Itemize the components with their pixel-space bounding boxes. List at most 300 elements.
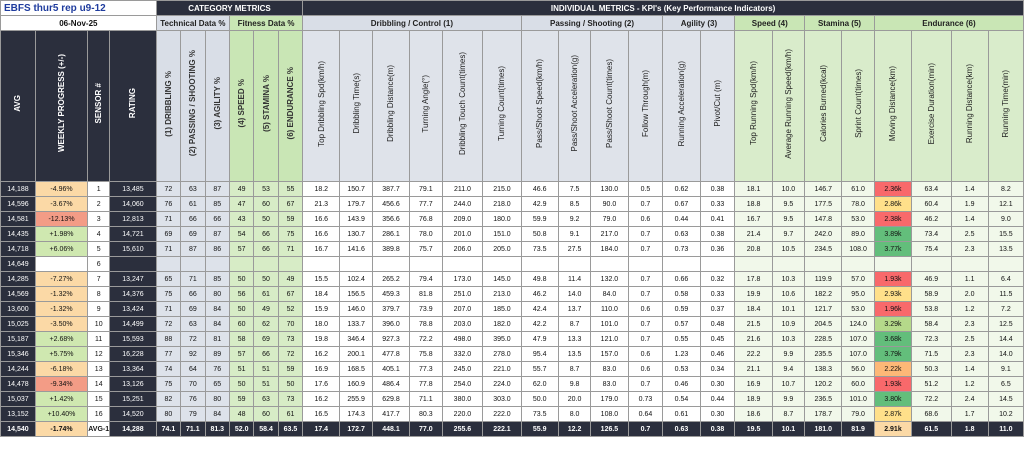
kpi-value-cell[interactable]: 8.0 — [558, 407, 591, 422]
kpi-value-cell[interactable]: 21.5 — [735, 317, 772, 332]
category-value-cell[interactable]: 81 — [205, 332, 229, 347]
weekly-progress-cell[interactable]: +1.42% — [35, 392, 87, 407]
kpi-value-cell[interactable]: 90.0 — [591, 197, 628, 212]
kpi-value-cell[interactable]: 18.6 — [735, 407, 772, 422]
category-value-cell[interactable]: 71 — [156, 302, 180, 317]
category-value-cell[interactable]: 71 — [156, 212, 180, 227]
sensor-cell[interactable]: 5 — [88, 242, 110, 257]
category-value-cell[interactable]: 84 — [205, 407, 229, 422]
sensor-cell[interactable]: 3 — [88, 212, 110, 227]
weekly-progress-column-header[interactable] — [35, 31, 87, 182]
avg-cell[interactable]: 14,596 — [1, 197, 36, 212]
kpi-value-cell[interactable]: 84.0 — [591, 287, 628, 302]
weekly-progress-cell[interactable]: +5.75% — [35, 347, 87, 362]
kpi-value-cell[interactable]: 79.1 — [410, 182, 443, 197]
kpi-value-cell[interactable]: 332.0 — [442, 347, 483, 362]
kpi-value-cell[interactable]: 0.44 — [700, 392, 735, 407]
kpi-value-cell[interactable]: 0.44 — [663, 212, 700, 227]
kpi-value-cell[interactable]: 79.0 — [842, 407, 875, 422]
category-value-cell[interactable]: 75 — [156, 287, 180, 302]
kpi-value-cell[interactable]: 0.54 — [663, 392, 700, 407]
kpi-value-cell[interactable] — [483, 257, 521, 272]
kpi-value-cell[interactable]: 71.5 — [912, 347, 952, 362]
kpi-value-cell[interactable]: 213.0 — [483, 287, 521, 302]
kpi-value-cell[interactable]: 2.3 — [951, 317, 988, 332]
rating-cell[interactable]: 15,251 — [110, 392, 157, 407]
kpi-value-cell[interactable]: 75.8 — [410, 347, 443, 362]
kpi-value-cell[interactable]: 1.96k — [874, 302, 911, 317]
kpi-value-cell[interactable]: 13.7 — [558, 302, 591, 317]
category-value-cell[interactable]: 50 — [254, 272, 278, 287]
sensor-cell[interactable]: 1 — [88, 182, 110, 197]
kpi-value-cell[interactable]: 13.5 — [988, 242, 1023, 257]
kpi-column-header[interactable] — [410, 31, 443, 182]
kpi-column-header[interactable] — [628, 31, 663, 182]
kpi-value-cell[interactable]: 46.2 — [912, 212, 952, 227]
kpi-value-cell[interactable]: 143.9 — [340, 212, 373, 227]
kpi-value-cell[interactable]: 10.3 — [772, 272, 805, 287]
kpi-value-cell[interactable]: 16.9 — [735, 377, 772, 392]
kpi-value-cell[interactable]: 0.53 — [663, 362, 700, 377]
kpi-value-cell[interactable]: 9.8 — [558, 377, 591, 392]
category-value-cell[interactable]: 59 — [278, 362, 302, 377]
kpi-value-cell[interactable]: 14.4 — [988, 332, 1023, 347]
kpi-value-cell[interactable]: 50.0 — [521, 392, 558, 407]
kpi-column-header[interactable] — [340, 31, 373, 182]
kpi-value-cell[interactable]: 477.8 — [372, 347, 409, 362]
kpi-value-cell[interactable]: 17.6 — [303, 377, 340, 392]
category-value-cell[interactable]: 58 — [229, 332, 253, 347]
kpi-column-header[interactable] — [912, 31, 952, 182]
footer-kpi-cell[interactable]: 61.5 — [912, 422, 952, 437]
kpi-value-cell[interactable]: 60.0 — [842, 377, 875, 392]
kpi-value-cell[interactable]: 146.0 — [340, 302, 373, 317]
kpi-value-cell[interactable]: 12.5 — [988, 317, 1023, 332]
kpi-value-cell[interactable]: 72.2 — [410, 332, 443, 347]
speed-group-header[interactable]: Speed (4) — [735, 16, 805, 31]
footer-kpi-cell[interactable]: 0.38 — [700, 422, 735, 437]
kpi-value-cell[interactable] — [663, 257, 700, 272]
category-value-cell[interactable]: 51 — [254, 362, 278, 377]
footer-kpi-cell[interactable]: 448.1 — [372, 422, 409, 437]
footer-category-cell[interactable]: 63.5 — [278, 422, 302, 437]
footer-kpi-cell[interactable]: 1.8 — [951, 422, 988, 437]
sensor-cell[interactable]: 13 — [88, 362, 110, 377]
kpi-value-cell[interactable]: 53.0 — [842, 212, 875, 227]
kpi-value-cell[interactable]: 19.8 — [303, 332, 340, 347]
kpi-value-cell[interactable]: 0.7 — [628, 197, 663, 212]
kpi-value-cell[interactable]: 1.4 — [951, 212, 988, 227]
kpi-value-cell[interactable]: 12.1 — [988, 197, 1023, 212]
category-value-cell[interactable]: 71 — [181, 272, 205, 287]
sensor-cell[interactable]: 8 — [88, 287, 110, 302]
category-value-cell[interactable] — [254, 257, 278, 272]
rating-cell[interactable]: 15,593 — [110, 332, 157, 347]
kpi-value-cell[interactable]: 77.8 — [410, 377, 443, 392]
category-value-cell[interactable]: 69 — [254, 332, 278, 347]
category-value-cell[interactable]: 55 — [278, 182, 302, 197]
kpi-value-cell[interactable] — [558, 257, 591, 272]
category-value-cell[interactable]: 73 — [278, 392, 302, 407]
kpi-value-cell[interactable]: 50.3 — [912, 362, 952, 377]
footer-kpi-cell[interactable]: 77.0 — [410, 422, 443, 437]
kpi-value-cell[interactable]: 13.5 — [558, 347, 591, 362]
footer-kpi-cell[interactable]: 17.4 — [303, 422, 340, 437]
weekly-progress-cell[interactable]: -9.34% — [35, 377, 87, 392]
category-value-cell[interactable]: 59 — [229, 392, 253, 407]
footer-kpi-cell[interactable]: 126.5 — [591, 422, 628, 437]
kpi-value-cell[interactable]: 16.2 — [303, 347, 340, 362]
kpi-value-cell[interactable]: 173.0 — [442, 272, 483, 287]
category-column-header[interactable] — [156, 31, 180, 182]
report-date[interactable]: 06-Nov-25 — [1, 16, 157, 31]
category-value-cell[interactable]: 56 — [229, 287, 253, 302]
category-value-cell[interactable]: 70 — [278, 317, 302, 332]
kpi-value-cell[interactable] — [735, 257, 772, 272]
kpi-value-cell[interactable]: 95.4 — [521, 347, 558, 362]
kpi-value-cell[interactable]: 2.4 — [951, 392, 988, 407]
kpi-value-cell[interactable]: 9.1 — [988, 362, 1023, 377]
kpi-value-cell[interactable]: 0.30 — [700, 407, 735, 422]
kpi-value-cell[interactable]: 0.62 — [663, 182, 700, 197]
category-value-cell[interactable] — [181, 257, 205, 272]
kpi-value-cell[interactable]: 14.0 — [558, 287, 591, 302]
kpi-value-cell[interactable]: 75.4 — [912, 242, 952, 257]
avg-cell[interactable]: 14,435 — [1, 227, 36, 242]
kpi-value-cell[interactable]: 72.3 — [912, 332, 952, 347]
rating-column-header[interactable] — [110, 31, 157, 182]
category-value-cell[interactable]: 77 — [156, 347, 180, 362]
kpi-value-cell[interactable]: 168.5 — [340, 362, 373, 377]
kpi-value-cell[interactable]: 18.4 — [303, 287, 340, 302]
individual-metrics-header[interactable]: INDIVIDUAL METRICS - KPI's (Key Performance Indicators) — [303, 1, 1024, 16]
category-value-cell[interactable]: 76 — [205, 362, 229, 377]
kpi-value-cell[interactable]: 107.0 — [842, 332, 875, 347]
category-value-cell[interactable] — [229, 257, 253, 272]
kpi-value-cell[interactable]: 16.9 — [303, 362, 340, 377]
kpi-value-cell[interactable] — [591, 257, 628, 272]
kpi-value-cell[interactable]: 303.0 — [483, 392, 521, 407]
kpi-value-cell[interactable]: 251.0 — [442, 287, 483, 302]
kpi-value-cell[interactable]: 2.3 — [951, 347, 988, 362]
kpi-value-cell[interactable]: 6.4 — [988, 272, 1023, 287]
category-value-cell[interactable]: 66 — [181, 212, 205, 227]
kpi-value-cell[interactable]: 79.4 — [410, 272, 443, 287]
category-value-cell[interactable]: 80 — [156, 407, 180, 422]
kpi-value-cell[interactable]: 0.38 — [700, 227, 735, 242]
kpi-value-cell[interactable]: 16.2 — [303, 392, 340, 407]
kpi-value-cell[interactable]: 234.5 — [805, 242, 842, 257]
kpi-column-header[interactable] — [874, 31, 911, 182]
category-value-cell[interactable]: 57 — [229, 347, 253, 362]
kpi-value-cell[interactable]: 21.1 — [735, 362, 772, 377]
category-value-cell[interactable]: 79 — [181, 407, 205, 422]
kpi-value-cell[interactable]: 17.8 — [735, 272, 772, 287]
kpi-value-cell[interactable]: 456.6 — [372, 197, 409, 212]
stamina-group-header[interactable]: Stamina (5) — [805, 16, 875, 31]
kpi-value-cell[interactable]: 132.0 — [591, 272, 628, 287]
kpi-value-cell[interactable]: 179.7 — [340, 197, 373, 212]
kpi-value-cell[interactable]: 76.8 — [410, 212, 443, 227]
sensor-cell[interactable]: 15 — [88, 392, 110, 407]
kpi-value-cell[interactable]: 207.0 — [442, 302, 483, 317]
footer-weekly-cell[interactable]: -1.74% — [35, 422, 87, 437]
footer-kpi-cell[interactable]: 0.7 — [628, 422, 663, 437]
kpi-value-cell[interactable]: 133.7 — [340, 317, 373, 332]
kpi-value-cell[interactable] — [372, 257, 409, 272]
dribbling-group-header[interactable]: Dribbling / Control (1) — [303, 16, 521, 31]
kpi-value-cell[interactable]: 77.7 — [410, 197, 443, 212]
category-value-cell[interactable]: 50 — [278, 377, 302, 392]
footer-kpi-cell[interactable]: 12.2 — [558, 422, 591, 437]
kpi-value-cell[interactable]: 18.9 — [735, 392, 772, 407]
kpi-value-cell[interactable]: 89.0 — [842, 227, 875, 242]
kpi-value-cell[interactable]: 145.0 — [483, 272, 521, 287]
kpi-value-cell[interactable]: 0.64 — [628, 407, 663, 422]
kpi-value-cell[interactable]: 110.0 — [591, 302, 628, 317]
kpi-value-cell[interactable]: 182.0 — [483, 317, 521, 332]
kpi-value-cell[interactable]: 0.73 — [663, 242, 700, 257]
kpi-value-cell[interactable]: 16.5 — [303, 407, 340, 422]
category-value-cell[interactable]: 66 — [181, 287, 205, 302]
kpi-value-cell[interactable]: 203.0 — [442, 317, 483, 332]
kpi-value-cell[interactable]: 380.0 — [442, 392, 483, 407]
kpi-value-cell[interactable]: 58.4 — [912, 317, 952, 332]
avg-cell[interactable]: 13,600 — [1, 302, 36, 317]
category-value-cell[interactable]: 72 — [156, 317, 180, 332]
kpi-value-cell[interactable]: 15.5 — [303, 272, 340, 287]
kpi-value-cell[interactable]: 0.7 — [628, 377, 663, 392]
kpi-value-cell[interactable]: 2.36k — [874, 182, 911, 197]
kpi-value-cell[interactable]: 16.6 — [303, 227, 340, 242]
kpi-value-cell[interactable]: 1.93k — [874, 272, 911, 287]
kpi-value-cell[interactable]: 1.4 — [951, 182, 988, 197]
kpi-value-cell[interactable]: 9.7 — [772, 227, 805, 242]
category-column-header[interactable] — [181, 31, 205, 182]
kpi-column-header[interactable] — [442, 31, 483, 182]
endurance-group-header[interactable]: Endurance (6) — [874, 16, 1023, 31]
kpi-value-cell[interactable]: 215.0 — [483, 182, 521, 197]
category-value-cell[interactable]: 76 — [156, 197, 180, 212]
kpi-value-cell[interactable]: 2.38k — [874, 212, 911, 227]
category-value-cell[interactable]: 60 — [254, 407, 278, 422]
category-value-cell[interactable]: 80 — [205, 287, 229, 302]
weekly-progress-cell[interactable]: +6.06% — [35, 242, 87, 257]
sensor-cell[interactable]: 2 — [88, 197, 110, 212]
sensor-cell[interactable]: 7 — [88, 272, 110, 287]
kpi-value-cell[interactable]: 265.2 — [372, 272, 409, 287]
sensor-cell[interactable]: 6 — [88, 257, 110, 272]
kpi-value-cell[interactable]: 245.0 — [442, 362, 483, 377]
kpi-value-cell[interactable]: 6.5 — [988, 377, 1023, 392]
kpi-column-header[interactable] — [303, 31, 340, 182]
kpi-value-cell[interactable]: 81.8 — [410, 287, 443, 302]
kpi-value-cell[interactable]: 60.4 — [912, 197, 952, 212]
weekly-progress-cell[interactable]: -3.67% — [35, 197, 87, 212]
category-value-cell[interactable]: 60 — [254, 197, 278, 212]
category-value-cell[interactable]: 69 — [181, 227, 205, 242]
category-value-cell[interactable]: 66 — [254, 242, 278, 257]
kpi-column-header[interactable] — [735, 31, 772, 182]
footer-category-cell[interactable]: 52.0 — [229, 422, 253, 437]
kpi-value-cell[interactable]: 18.0 — [303, 317, 340, 332]
footer-kpi-cell[interactable]: 2.91k — [874, 422, 911, 437]
kpi-value-cell[interactable]: 11.5 — [988, 287, 1023, 302]
kpi-value-cell[interactable] — [951, 257, 988, 272]
kpi-column-header[interactable] — [772, 31, 805, 182]
kpi-value-cell[interactable]: 18.1 — [735, 182, 772, 197]
kpi-value-cell[interactable]: 9.4 — [772, 362, 805, 377]
kpi-value-cell[interactable]: 3.89k — [874, 227, 911, 242]
footer-kpi-cell[interactable]: 255.6 — [442, 422, 483, 437]
kpi-value-cell[interactable]: 71.1 — [410, 392, 443, 407]
kpi-value-cell[interactable] — [700, 257, 735, 272]
kpi-value-cell[interactable]: 3.68k — [874, 332, 911, 347]
kpi-value-cell[interactable]: 108.0 — [591, 407, 628, 422]
category-value-cell[interactable]: 49 — [229, 182, 253, 197]
avg-cell[interactable]: 14,718 — [1, 242, 36, 257]
kpi-value-cell[interactable]: 629.8 — [372, 392, 409, 407]
sensor-cell[interactable]: 11 — [88, 332, 110, 347]
kpi-value-cell[interactable]: 20.8 — [735, 242, 772, 257]
kpi-value-cell[interactable]: 55.7 — [521, 362, 558, 377]
sensor-column-header[interactable] — [88, 31, 110, 182]
kpi-value-cell[interactable]: 0.46 — [663, 377, 700, 392]
category-value-cell[interactable]: 43 — [229, 212, 253, 227]
kpi-value-cell[interactable]: 0.7 — [628, 317, 663, 332]
kpi-value-cell[interactable] — [303, 257, 340, 272]
kpi-value-cell[interactable]: 217.0 — [591, 227, 628, 242]
kpi-value-cell[interactable]: 0.6 — [628, 212, 663, 227]
avg-cell[interactable]: 13,152 — [1, 407, 36, 422]
category-value-cell[interactable]: 51 — [254, 377, 278, 392]
category-value-cell[interactable]: 61 — [181, 197, 205, 212]
rating-cell[interactable]: 15,610 — [110, 242, 157, 257]
kpi-value-cell[interactable]: 0.37 — [700, 302, 735, 317]
footer-rating-cell[interactable]: 14,288 — [110, 422, 157, 437]
sensor-cell[interactable]: 9 — [88, 302, 110, 317]
kpi-value-cell[interactable]: 204.5 — [805, 317, 842, 332]
kpi-value-cell[interactable]: 16.6 — [303, 212, 340, 227]
category-value-cell[interactable]: 63 — [254, 392, 278, 407]
kpi-value-cell[interactable]: 8.5 — [558, 197, 591, 212]
kpi-value-cell[interactable]: 0.46 — [700, 347, 735, 362]
kpi-value-cell[interactable]: 9.2 — [558, 212, 591, 227]
rating-cell[interactable]: 13,247 — [110, 272, 157, 287]
kpi-value-cell[interactable]: 47.9 — [521, 332, 558, 347]
kpi-value-cell[interactable]: 10.0 — [772, 182, 805, 197]
category-value-cell[interactable]: 49 — [254, 302, 278, 317]
kpi-value-cell[interactable]: 10.5 — [772, 242, 805, 257]
kpi-value-cell[interactable]: 0.63 — [663, 227, 700, 242]
footer-kpi-cell[interactable]: 172.7 — [340, 422, 373, 437]
category-value-cell[interactable]: 84 — [205, 317, 229, 332]
kpi-value-cell[interactable]: 16.7 — [735, 212, 772, 227]
kpi-value-cell[interactable]: 201.0 — [442, 227, 483, 242]
kpi-value-cell[interactable]: 16.7 — [303, 242, 340, 257]
category-value-cell[interactable] — [156, 257, 180, 272]
kpi-value-cell[interactable]: 21.3 — [303, 197, 340, 212]
kpi-value-cell[interactable]: 15.9 — [303, 302, 340, 317]
kpi-value-cell[interactable]: 73.5 — [521, 242, 558, 257]
category-value-cell[interactable]: 88 — [156, 332, 180, 347]
category-value-cell[interactable]: 76 — [181, 392, 205, 407]
kpi-value-cell[interactable]: 83.0 — [591, 362, 628, 377]
kpi-value-cell[interactable]: 107.0 — [842, 347, 875, 362]
rating-cell[interactable]: 13,364 — [110, 362, 157, 377]
kpi-value-cell[interactable]: 387.7 — [372, 182, 409, 197]
kpi-value-cell[interactable]: 206.0 — [442, 242, 483, 257]
kpi-value-cell[interactable]: 10.2 — [988, 407, 1023, 422]
kpi-value-cell[interactable]: 146.7 — [805, 182, 842, 197]
category-value-cell[interactable]: 65 — [156, 272, 180, 287]
kpi-value-cell[interactable]: 1.93k — [874, 377, 911, 392]
weekly-progress-cell[interactable] — [35, 257, 87, 272]
kpi-value-cell[interactable]: 7.2 — [988, 302, 1023, 317]
kpi-value-cell[interactable]: 222.0 — [483, 407, 521, 422]
kpi-value-cell[interactable]: 211.0 — [442, 182, 483, 197]
kpi-value-cell[interactable]: 62.0 — [521, 377, 558, 392]
category-value-cell[interactable]: 63 — [181, 317, 205, 332]
category-value-cell[interactable]: 49 — [278, 272, 302, 287]
kpi-column-header[interactable] — [988, 31, 1023, 182]
kpi-value-cell[interactable]: 1.2 — [951, 302, 988, 317]
footer-category-cell[interactable]: 74.1 — [156, 422, 180, 437]
sensor-cell[interactable]: 14 — [88, 377, 110, 392]
kpi-value-cell[interactable]: 46.6 — [521, 182, 558, 197]
kpi-value-cell[interactable]: 46.2 — [521, 287, 558, 302]
category-value-cell[interactable]: 74 — [156, 362, 180, 377]
kpi-value-cell[interactable]: 56.0 — [842, 362, 875, 377]
weekly-progress-cell[interactable]: -1.32% — [35, 287, 87, 302]
kpi-value-cell[interactable]: 0.55 — [663, 332, 700, 347]
category-value-cell[interactable]: 65 — [205, 377, 229, 392]
kpi-value-cell[interactable]: 22.2 — [735, 347, 772, 362]
kpi-value-cell[interactable]: 221.0 — [483, 362, 521, 377]
category-value-cell[interactable]: 53 — [254, 182, 278, 197]
footer-sensor-cell[interactable]: AVG-1 — [88, 422, 110, 437]
category-value-cell[interactable]: 92 — [181, 347, 205, 362]
kpi-value-cell[interactable]: 3.29k — [874, 317, 911, 332]
kpi-value-cell[interactable]: 42.9 — [521, 197, 558, 212]
kpi-column-header[interactable] — [558, 31, 591, 182]
footer-kpi-cell[interactable]: 181.0 — [805, 422, 842, 437]
kpi-value-cell[interactable]: 1.2 — [951, 377, 988, 392]
category-value-cell[interactable]: 82 — [156, 392, 180, 407]
kpi-value-cell[interactable]: 0.59 — [663, 302, 700, 317]
kpi-column-header[interactable] — [591, 31, 628, 182]
sensor-cell[interactable]: 16 — [88, 407, 110, 422]
kpi-value-cell[interactable]: 0.48 — [700, 317, 735, 332]
kpi-value-cell[interactable]: 61.0 — [842, 182, 875, 197]
fitness-data-header[interactable]: Fitness Data % — [229, 16, 302, 31]
kpi-value-cell[interactable] — [521, 257, 558, 272]
kpi-value-cell[interactable]: 228.5 — [805, 332, 842, 347]
kpi-value-cell[interactable]: 11.4 — [558, 272, 591, 287]
weekly-progress-cell[interactable]: -7.27% — [35, 272, 87, 287]
rating-cell[interactable]: 12,813 — [110, 212, 157, 227]
kpi-value-cell[interactable]: 156.5 — [340, 287, 373, 302]
category-value-cell[interactable]: 71 — [278, 242, 302, 257]
kpi-value-cell[interactable]: 0.57 — [663, 317, 700, 332]
kpi-value-cell[interactable]: 72.2 — [912, 392, 952, 407]
kpi-value-cell[interactable] — [340, 257, 373, 272]
kpi-value-cell[interactable]: 46.9 — [912, 272, 952, 287]
kpi-value-cell[interactable] — [805, 257, 842, 272]
kpi-value-cell[interactable]: 220.0 — [442, 407, 483, 422]
avg-cell[interactable]: 15,037 — [1, 392, 36, 407]
category-value-cell[interactable]: 59 — [278, 212, 302, 227]
